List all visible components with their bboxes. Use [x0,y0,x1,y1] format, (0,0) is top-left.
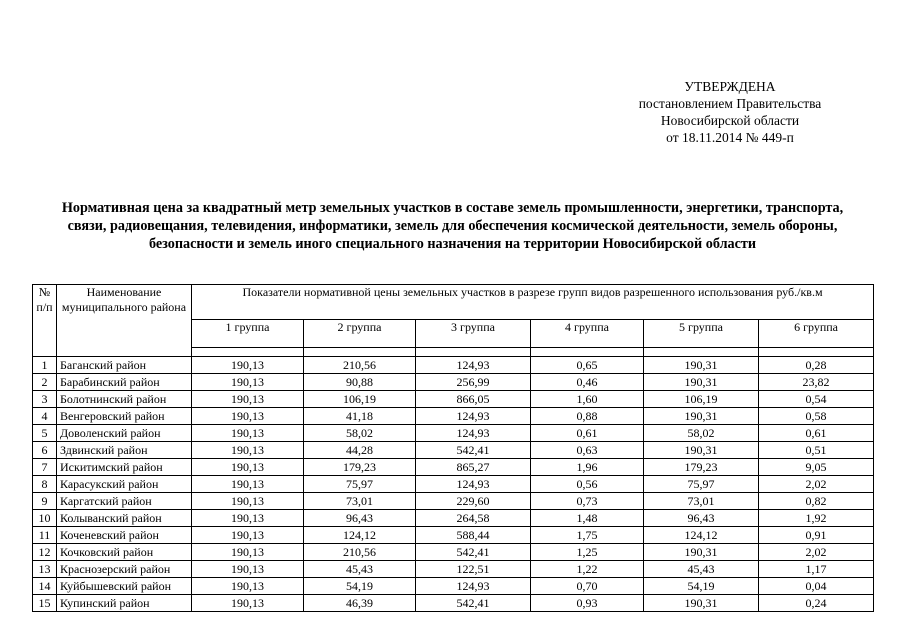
group-4-price: 0,46 [531,374,644,391]
row-number: 11 [33,527,57,544]
group-3-price: 124,93 [416,578,531,595]
group-4-price: 0,63 [531,442,644,459]
group-6-price: 23,82 [759,374,874,391]
district-name: Болотнинский район [57,391,192,408]
group-1-price: 190,13 [192,595,304,612]
group-2-price: 96,43 [304,510,416,527]
district-name: Колыванский район [57,510,192,527]
group-header: 1 группа [192,320,304,348]
row-number: 2 [33,374,57,391]
table-row [33,493,874,510]
group-6-price: 0,04 [759,578,874,595]
group-header: 5 группа [644,320,759,348]
table-row [33,442,874,459]
group-header: 3 группа [416,320,531,348]
group-5-price: 45,43 [644,561,759,578]
group-5-price: 190,31 [644,442,759,459]
row-number: 4 [33,408,57,425]
table-row [33,578,874,595]
group-5-price: 96,43 [644,510,759,527]
row-number: 6 [33,442,57,459]
district-name: Куйбышевский район [57,578,192,595]
group-3-price: 542,41 [416,595,531,612]
spacer-cell [416,348,531,357]
row-number: 13 [33,561,57,578]
row-number: 12 [33,544,57,561]
approval-line: Новосибирской области [660,113,800,128]
column-header-district: Наименование муниципального района [57,285,192,357]
group-1-price: 190,13 [192,357,304,374]
group-6-price: 0,91 [759,527,874,544]
group-4-price: 1,75 [531,527,644,544]
group-1-price: 190,13 [192,544,304,561]
group-5-price: 58,02 [644,425,759,442]
group-2-price: 54,19 [304,578,416,595]
table-row [33,595,874,612]
district-name: Коченевский район [57,527,192,544]
group-1-price: 190,13 [192,408,304,425]
group-2-price: 210,56 [304,544,416,561]
group-1-price: 190,13 [192,561,304,578]
price-table [32,284,874,612]
group-4-price: 0,70 [531,578,644,595]
district-name: Баганский район [57,357,192,374]
spacer-cell [531,348,644,357]
group-header: 6 группа [759,320,874,348]
district-name: Купинский район [57,595,192,612]
group-5-price: 73,01 [644,493,759,510]
group-3-price: 588,44 [416,527,531,544]
district-name: Искитимский район [57,459,192,476]
group-2-price: 179,23 [304,459,416,476]
group-6-price: 0,58 [759,408,874,425]
row-number: 7 [33,459,57,476]
spacer-cell [304,348,416,357]
group-4-price: 1,60 [531,391,644,408]
group-3-price: 122,51 [416,561,531,578]
table-row [33,425,874,442]
group-6-price: 1,92 [759,510,874,527]
district-name: Барабинский район [57,374,192,391]
group-4-price: 0,65 [531,357,644,374]
group-5-price: 106,19 [644,391,759,408]
group-3-price: 229,60 [416,493,531,510]
table-row [33,527,874,544]
group-2-price: 90,88 [304,374,416,391]
group-3-price: 124,93 [416,425,531,442]
group-4-price: 0,88 [531,408,644,425]
group-1-price: 190,13 [192,493,304,510]
column-header-number: № п/п [33,285,57,357]
group-1-price: 190,13 [192,391,304,408]
group-1-price: 190,13 [192,425,304,442]
group-3-price: 542,41 [416,544,531,561]
group-6-price: 0,24 [759,595,874,612]
group-3-price: 866,05 [416,391,531,408]
group-header: 4 группа [531,320,644,348]
group-5-price: 124,12 [644,527,759,544]
group-6-price: 0,28 [759,357,874,374]
group-1-price: 190,13 [192,510,304,527]
approval-date: от 18.11.2014 № 449-п [666,130,794,145]
group-4-price: 1,25 [531,544,644,561]
group-3-price: 865,27 [416,459,531,476]
group-5-price: 190,31 [644,595,759,612]
table-row [33,374,874,391]
group-header: 2 группа [304,320,416,348]
table-row [33,391,874,408]
group-5-price: 190,31 [644,408,759,425]
title-line: Нормативная цена за квадратный метр земельных участков в составе земель промышленности, энергетики, транспорта, [61,200,844,216]
group-5-price: 54,19 [644,578,759,595]
approval-line: постановлением Правительства [638,96,822,111]
group-3-price: 124,93 [416,476,531,493]
group-4-price: 0,73 [531,493,644,510]
row-number: 15 [33,595,57,612]
title-line: безопасности и земель иного специального назначения на территории Новосибирской области [148,236,757,252]
group-4-price: 0,56 [531,476,644,493]
group-5-price: 190,31 [644,544,759,561]
group-2-price: 44,28 [304,442,416,459]
district-name: Кочковский район [57,544,192,561]
title-line: связи, радиовещания, телевидения, информатики, земель для обеспечения космической деятельности, земель обороны, [67,218,838,234]
approval-heading: УТВЕРЖДЕНА [684,79,776,94]
group-4-price: 0,61 [531,425,644,442]
group-3-price: 542,41 [416,442,531,459]
district-name: Доволенский район [57,425,192,442]
row-number: 5 [33,425,57,442]
group-5-price: 179,23 [644,459,759,476]
group-4-price: 1,96 [531,459,644,476]
column-header-indicators: Показатели нормативной цены земельных участков в разрезе групп видов разрешенного использования руб./кв.м [192,285,874,320]
group-1-price: 190,13 [192,476,304,493]
district-name: Венгеровский район [57,408,192,425]
group-1-price: 190,13 [192,442,304,459]
district-name: Здвинский район [57,442,192,459]
group-1-price: 190,13 [192,578,304,595]
approval-block [610,78,850,146]
row-number: 10 [33,510,57,527]
group-2-price: 73,01 [304,493,416,510]
table-row [33,544,874,561]
group-5-price: 75,97 [644,476,759,493]
group-6-price: 0,82 [759,493,874,510]
group-2-price: 45,43 [304,561,416,578]
group-4-price: 0,93 [531,595,644,612]
spacer-cell [759,348,874,357]
table-row [33,357,874,374]
spacer-cell [644,348,759,357]
table-row [33,408,874,425]
group-2-price: 106,19 [304,391,416,408]
group-6-price: 2,02 [759,544,874,561]
group-1-price: 190,13 [192,459,304,476]
group-2-price: 75,97 [304,476,416,493]
group-4-price: 1,48 [531,510,644,527]
table-row [33,459,874,476]
group-2-price: 46,39 [304,595,416,612]
group-3-price: 256,99 [416,374,531,391]
group-3-price: 264,58 [416,510,531,527]
group-5-price: 190,31 [644,374,759,391]
row-number: 1 [33,357,57,374]
group-6-price: 1,17 [759,561,874,578]
group-6-price: 0,51 [759,442,874,459]
table-row [33,510,874,527]
group-2-price: 58,02 [304,425,416,442]
header-row [33,285,874,320]
table-row [33,561,874,578]
group-6-price: 0,54 [759,391,874,408]
row-number: 14 [33,578,57,595]
group-3-price: 124,93 [416,357,531,374]
group-2-price: 210,56 [304,357,416,374]
group-6-price: 0,61 [759,425,874,442]
group-6-price: 9,05 [759,459,874,476]
group-6-price: 2,02 [759,476,874,493]
district-name: Краснозерский район [57,561,192,578]
district-name: Карасукский район [57,476,192,493]
group-3-price: 124,93 [416,408,531,425]
group-1-price: 190,13 [192,527,304,544]
row-number: 8 [33,476,57,493]
group-4-price: 1,22 [531,561,644,578]
document-title [30,199,875,253]
row-number: 9 [33,493,57,510]
row-number: 3 [33,391,57,408]
group-1-price: 190,13 [192,374,304,391]
group-5-price: 190,31 [644,357,759,374]
group-2-price: 41,18 [304,408,416,425]
group-2-price: 124,12 [304,527,416,544]
spacer-cell [192,348,304,357]
district-name: Каргатский район [57,493,192,510]
table-row [33,476,874,493]
